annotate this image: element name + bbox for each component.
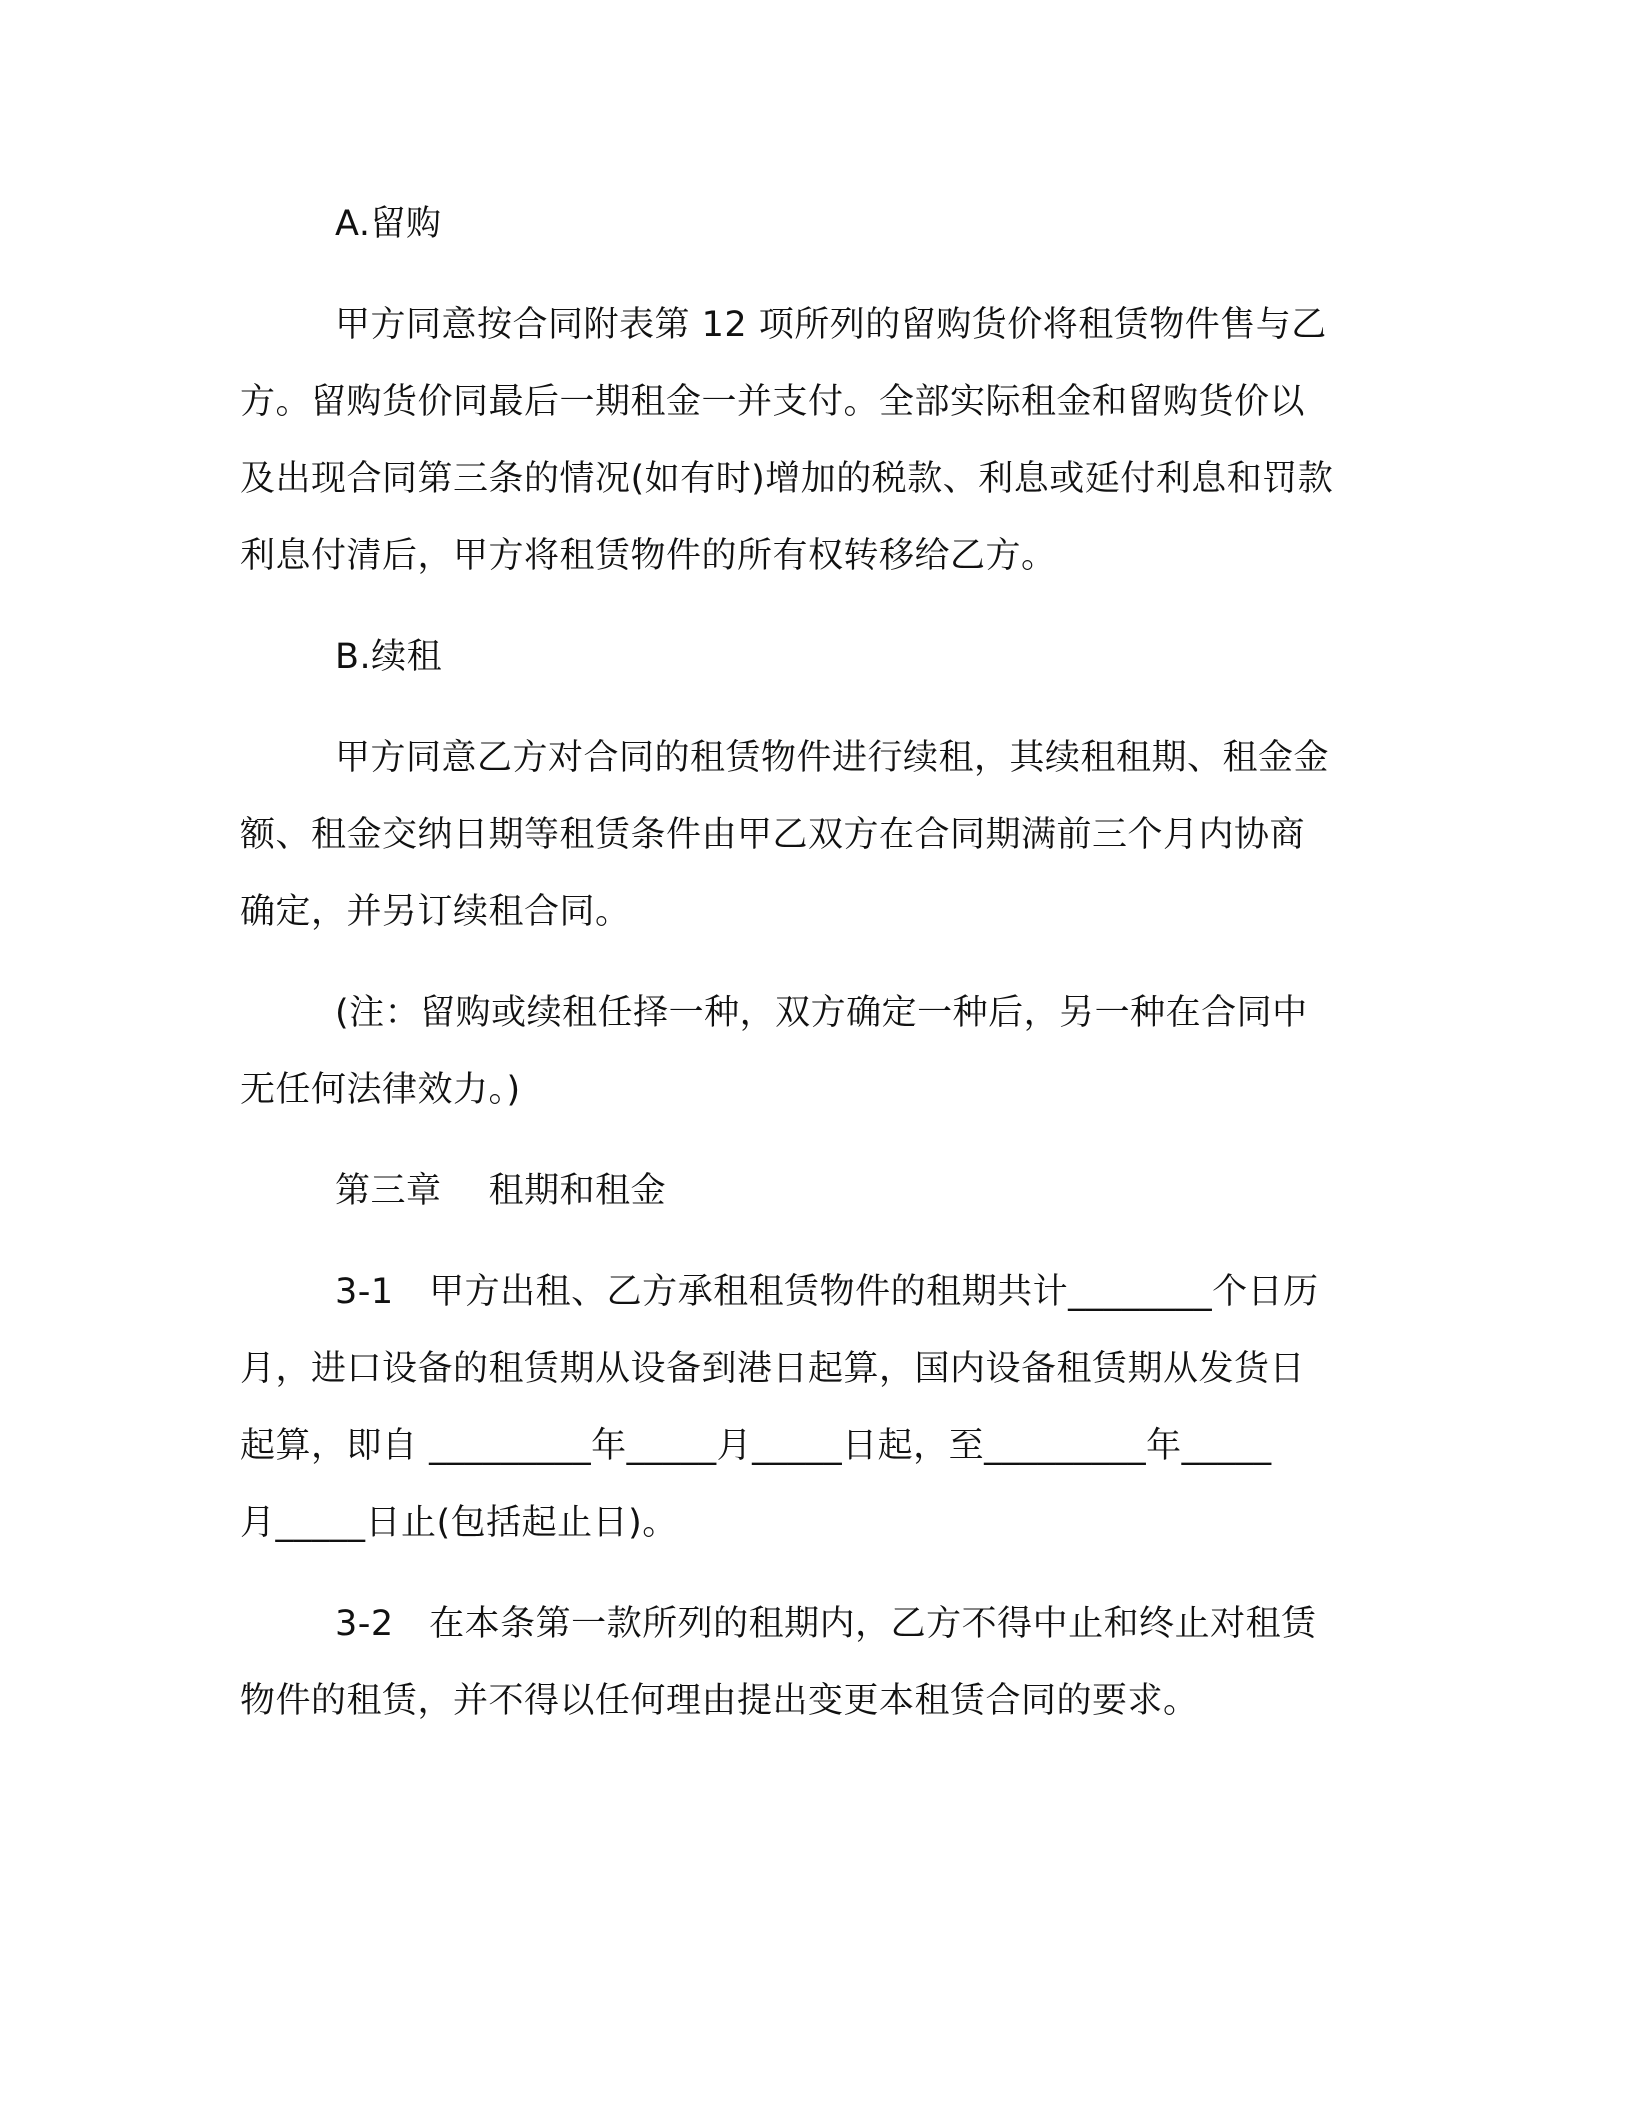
- document-page: [240, 186, 1390, 1740]
- clause-3-2-line: 3-2 在本条第一款所列的租期内，乙方不得中止和终止对租赁: [335, 1604, 1317, 1644]
- clause-3-1-line: 3-1 甲方出租、乙方承租租赁物件的租期共计________个日历: [335, 1272, 1319, 1312]
- spacer: [240, 1562, 1390, 1586]
- section-a-paragraph-line: 利息付清后，甲方将租赁物件的所有权转移给乙方。: [240, 536, 1057, 576]
- section-b-paragraph-line: 甲方同意乙方对合同的租赁物件进行续租，其续租租期、租金金: [335, 738, 1330, 778]
- spacer: [240, 951, 1390, 975]
- section-a-paragraph-line: 及出现合同第三条的情况(如有时)增加的税款、利息或延付利息和罚款: [240, 459, 1334, 499]
- clause-3-1-line: 月，进口设备的租赁期从设备到港日起算，国内设备租赁期从发货日: [240, 1349, 1306, 1389]
- clause-3-2-line: 物件的租赁，并不得以任何理由提出变更本租赁合同的要求。: [240, 1681, 1199, 1721]
- section-a-paragraph-line: 甲方同意按合同附表第 12 项所列的留购货价将租赁物件售与乙: [335, 305, 1327, 345]
- spacer: [240, 595, 1390, 619]
- clause-3-1-line: 月_____日止(包括起止日)。: [240, 1503, 678, 1543]
- spacer: [240, 1230, 1390, 1254]
- section-b-paragraph-line: 确定，并另订续租合同。: [240, 892, 631, 932]
- note-line: 无任何法律效力。): [240, 1070, 521, 1110]
- spacer: [240, 1129, 1390, 1153]
- section-b-paragraph-line: 额、租金交纳日期等租赁条件由甲乙双方在合同期满前三个月内协商: [240, 815, 1306, 855]
- chapter-heading: 第三章 租期和租金: [335, 1171, 667, 1211]
- section-a-heading: A.留购: [335, 204, 442, 244]
- spacer: [240, 696, 1390, 720]
- spacer: [240, 263, 1390, 287]
- section-a-paragraph-line: 方。留购货价同最后一期租金一并支付。全部实际租金和留购货价以: [240, 382, 1306, 422]
- section-b-heading: B.续租: [335, 637, 443, 677]
- note-line: (注：留购或续租任择一种，双方确定一种后，另一种在合同中: [335, 993, 1308, 1033]
- clause-3-1-line: 起算，即自 _________年_____月_____日起，至_________年_____: [240, 1426, 1272, 1466]
